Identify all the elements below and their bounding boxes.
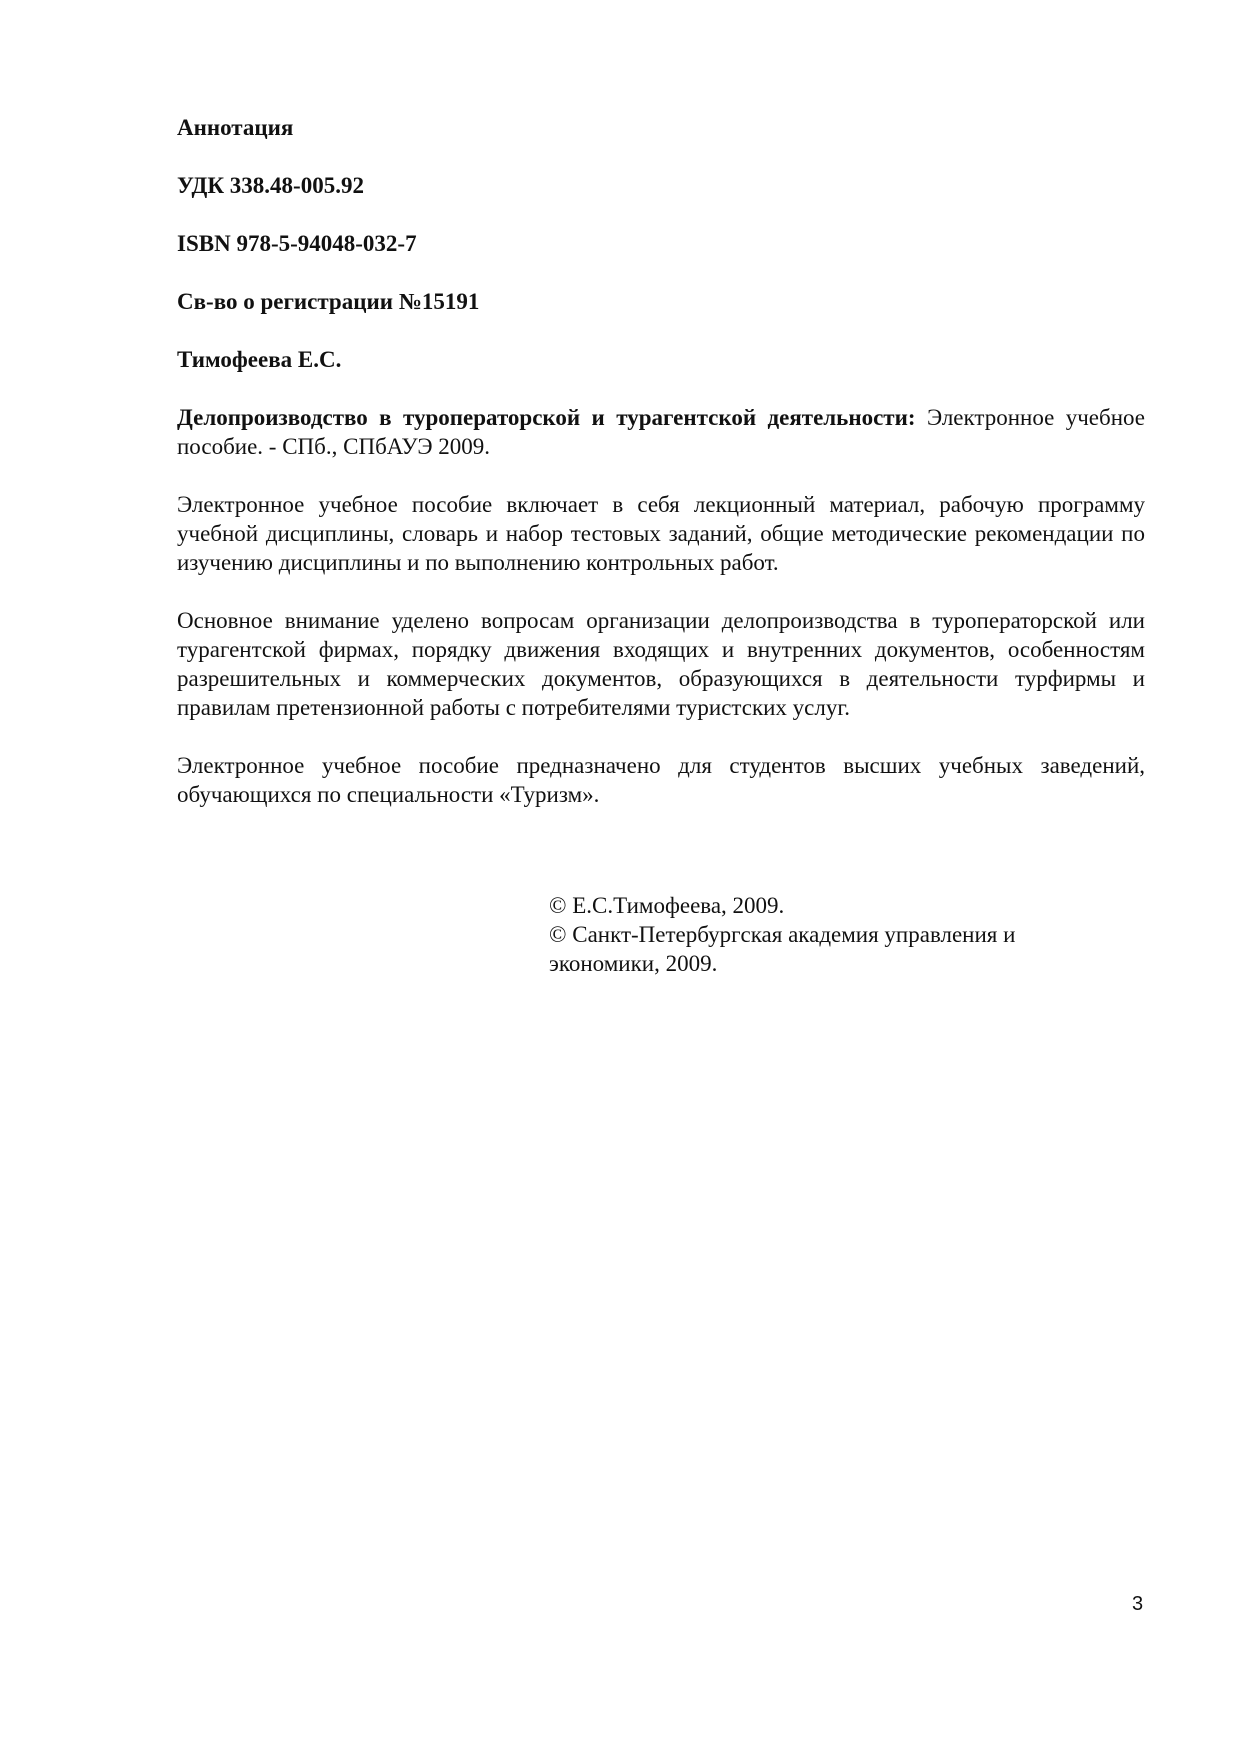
- isbn-code: ISBN 978-5-94048-032-7: [177, 231, 417, 256]
- description-paragraph-1: Электронное учебное пособие включает в себя лекционный материал, рабочую программу учебной дисциплины, словарь и набор тестовых заданий, общие методические рекомендации по изучению дисциплины и по выполнению контрольных работ.: [177, 492, 1145, 575]
- description-paragraph-2: Основное внимание уделено вопросам организации делопроизводства в туроператорской или турагентской фирмах, порядку движения входящих и внутренних документов, особенностям разрешительных и коммерческих документов, образующихся в деятельности турфирмы и правилам претензионной работы с потребителями туристских услуг.: [177, 608, 1145, 720]
- book-title: Делопроизводство в туроператорской и турагентской деятельности:: [177, 405, 916, 430]
- book-publication-info: Электронное учебное пособие. - СПб., СПбАУЭ 2009.: [177, 405, 1146, 459]
- page-number: 3: [1132, 1593, 1144, 1615]
- annotation-heading: Аннотация: [177, 115, 294, 140]
- udk-code: УДК 338.48-005.92: [177, 173, 364, 198]
- copyright-author: © Е.С.Тимофеева, 2009.: [549, 893, 785, 918]
- copyright-block: [549, 891, 1109, 978]
- description-paragraph-3: Электронное учебное пособие предназначено для студентов высших учебных заведений, обучающихся по специальности «Туризм».: [177, 753, 1145, 807]
- author-name: Тимофеева Е.С.: [177, 347, 342, 372]
- copyright-academy: © Санкт-Петербургская академия управления и экономики, 2009.: [549, 922, 1016, 976]
- registration-number: Св-во о регистрации №15191: [177, 289, 480, 314]
- book-title-paragraph: [177, 403, 1145, 461]
- annotation-content: [177, 113, 1145, 838]
